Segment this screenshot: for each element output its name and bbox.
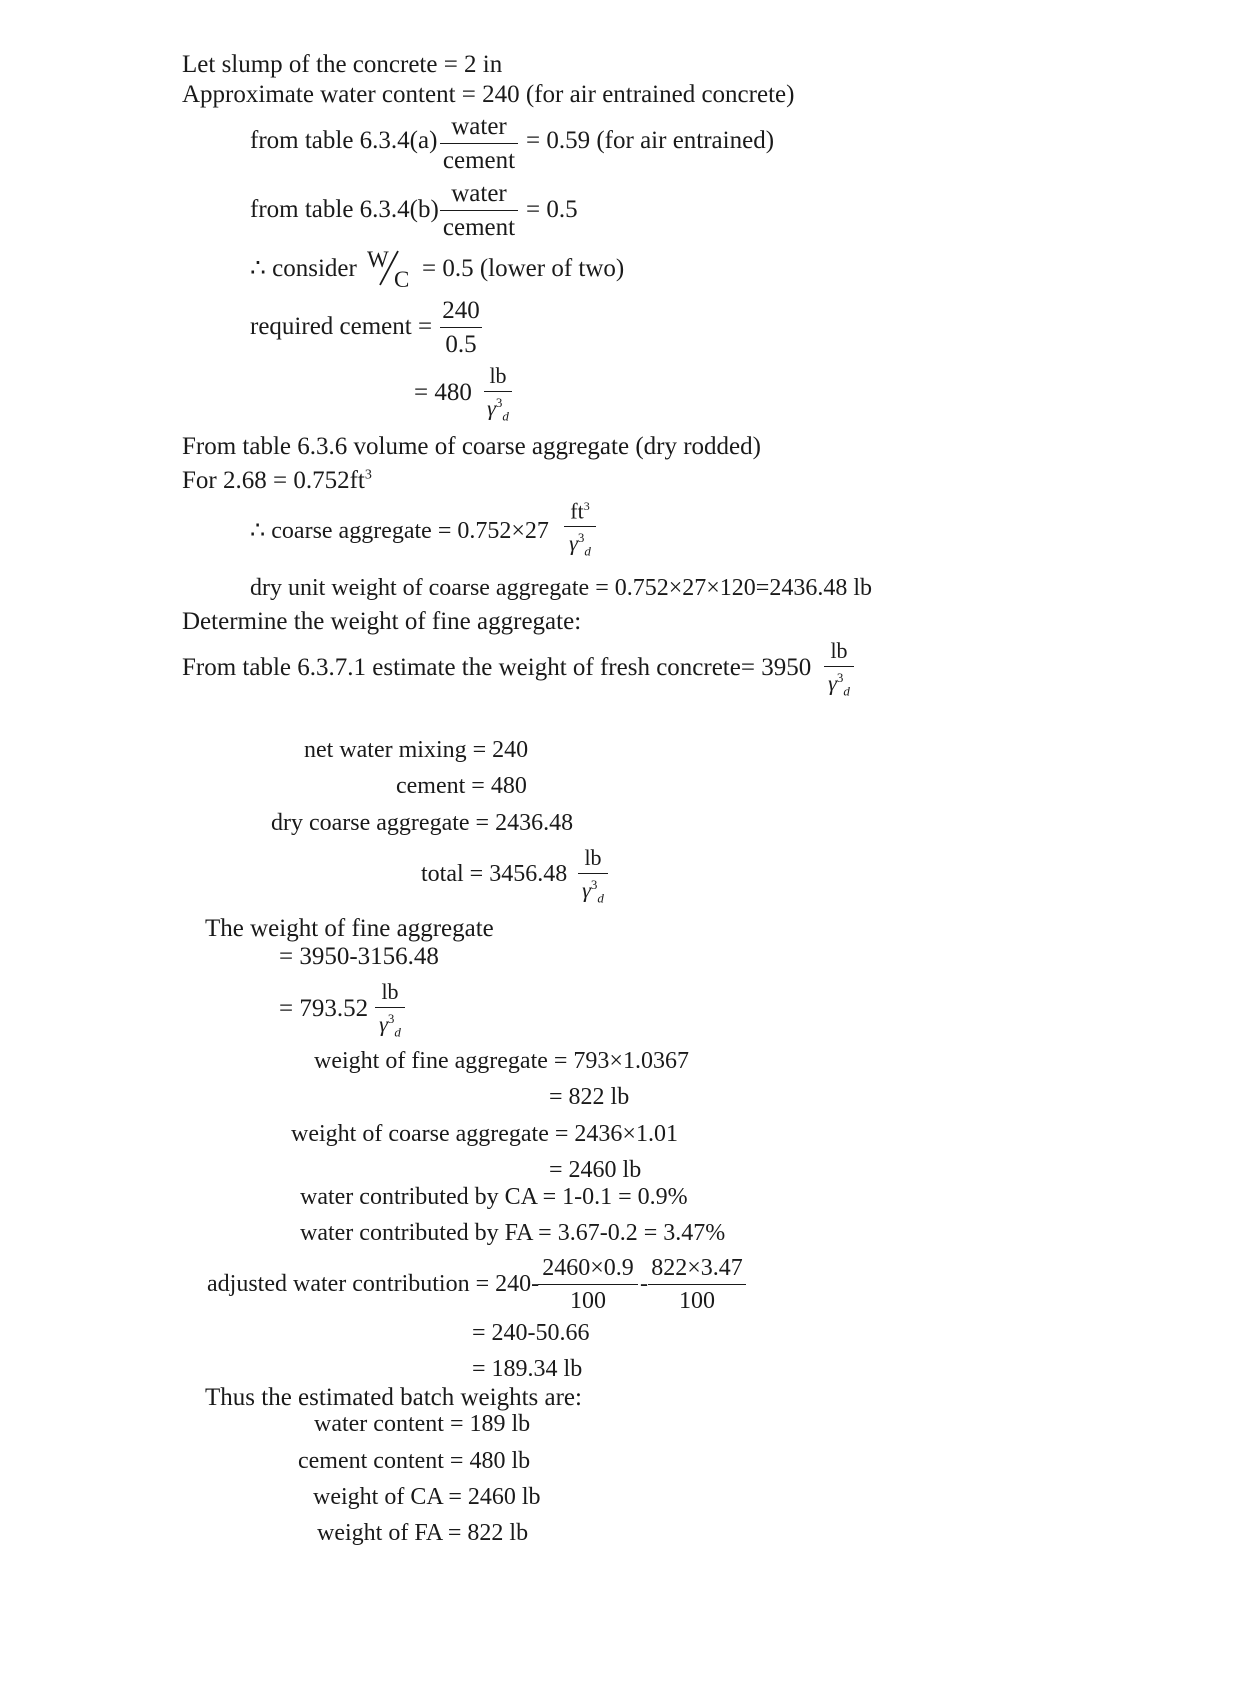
fresh-concrete-line: From table 6.3.7.1 estimate the weight of fresh concrete= 3950 (182, 654, 812, 681)
fraction-numerator: water (451, 180, 507, 207)
wc-numerator: W (367, 247, 389, 272)
fraction-denominator: 0.5 (445, 331, 477, 358)
adjusted-water-label: adjusted water contribution = 240- (207, 1271, 540, 1297)
table-a-label: from table 6.3.4(a) (250, 127, 438, 154)
fine-weight-label: The weight of fine aggregate (205, 915, 494, 942)
required-cement-fraction (440, 298, 482, 357)
minus-sign: - (640, 1271, 648, 1297)
batch-cement: cement content = 480 lb (298, 1448, 531, 1474)
slump-line: Let slump of the concrete = 2 in (182, 51, 503, 78)
unit-denominator (564, 527, 596, 558)
dry-unit-weight-line: dry unit weight of coarse aggregate = 0.752×27×120=2436.48 lb (250, 575, 873, 601)
required-cement-result: = 480 (414, 379, 472, 406)
water-cement-fraction-a (440, 114, 518, 173)
wca-result-line: = 2460 lb (549, 1157, 642, 1183)
for-268-text: For 2.68 = 0.752ft (182, 467, 365, 494)
unit-exponent: 3 (590, 877, 598, 892)
gamma-symbol: γ (828, 670, 837, 696)
fraction-numerator: 240 (442, 297, 480, 324)
unit-denominator (375, 1008, 405, 1039)
fraction-denominator: 100 (679, 1288, 715, 1314)
table-b-result: = 0.5 (526, 196, 578, 223)
exponent: 3 (364, 467, 372, 483)
unit-numerator: lb (830, 638, 848, 663)
fine-weight-calc: = 3950-3156.48 (279, 943, 439, 970)
unit-ft3-per-yd3 (564, 500, 596, 558)
gamma-symbol: γ (379, 1011, 388, 1037)
for-268-line (182, 468, 372, 493)
batch-water: water content = 189 lb (314, 1411, 531, 1437)
exponent: 3 (583, 499, 590, 513)
wfa-result-line: = 822 lb (549, 1084, 630, 1110)
consider-result: = 0.5 (lower of two) (422, 255, 625, 282)
unit-denominator (824, 667, 854, 698)
fraction-denominator: cement (442, 214, 516, 241)
table-b-label: from table 6.3.4(b) (250, 196, 439, 223)
unit-lb-per-yd3 (578, 847, 608, 905)
unit-lb-per-yd3 (824, 640, 854, 698)
unit-lb-per-yd3 (375, 981, 405, 1039)
consider-label: ∴ consider (250, 255, 357, 282)
unit-exponent: 3 (577, 530, 585, 546)
gamma-symbol: γ (582, 877, 591, 903)
cement-line: cement = 480 (396, 773, 527, 799)
unit-subscript: d (502, 408, 509, 424)
unit-numerator: lb (584, 845, 602, 870)
unit-numerator (564, 500, 596, 526)
unit-subscript: d (394, 1024, 401, 1040)
water-fa-line: water contributed by FA = 3.67-0.2 = 3.47% (300, 1220, 726, 1246)
batch-heading: Thus the estimated batch weights are: (205, 1384, 582, 1411)
adjusted-step2: = 189.34 lb (472, 1356, 583, 1382)
table-a-result: = 0.59 (for air entrained) (526, 127, 775, 154)
gamma-symbol: γ (487, 395, 496, 421)
dry-coarse-line: dry coarse aggregate = 2436.48 (271, 810, 574, 836)
unit-exponent: 3 (495, 395, 503, 410)
fa-water-fraction (648, 1256, 746, 1313)
unit-numerator: lb (489, 363, 507, 388)
ca-water-fraction (538, 1256, 638, 1313)
water-ca-line: water contributed by CA = 1-0.1 = 0.9% (300, 1184, 688, 1210)
fraction-numerator: 2460×0.9 (542, 1255, 634, 1281)
unit-exponent: 3 (836, 670, 844, 685)
fraction-numerator: water (451, 113, 507, 140)
water-cement-fraction-b (440, 181, 518, 240)
fraction-numerator: 822×3.47 (651, 1255, 743, 1281)
coarse-aggregate-line: ∴ coarse aggregate = 0.752×27 (250, 518, 549, 544)
batch-ca: weight of CA = 2460 lb (313, 1484, 541, 1510)
unit-subscript: d (597, 890, 604, 906)
unit-denominator (484, 392, 512, 423)
water-content-line: Approximate water content = 240 (for air entrained concrete) (182, 81, 795, 108)
gamma-symbol: γ (569, 530, 578, 556)
unit-subscript: d (584, 544, 591, 560)
net-water-line: net water mixing = 240 (304, 737, 529, 763)
fraction-denominator: cement (442, 147, 516, 174)
fraction-denominator: 100 (570, 1288, 606, 1314)
adjusted-step1: = 240-50.66 (472, 1320, 590, 1346)
required-cement-label: required cement = (250, 313, 433, 340)
fine-weight-result: = 793.52 (279, 995, 369, 1022)
wca-calc-line: weight of coarse aggregate = 2436×1.01 (291, 1121, 678, 1147)
ft-text: ft (570, 498, 584, 524)
unit-subscript: d (843, 683, 850, 699)
batch-fa: weight of FA = 822 lb (317, 1520, 529, 1546)
determine-fine-line: Determine the weight of fine aggregate: (182, 608, 582, 635)
unit-lb-per-yd3 (484, 365, 512, 423)
unit-numerator: lb (381, 979, 399, 1004)
unit-exponent: 3 (387, 1011, 395, 1026)
table-636-line: From table 6.3.6 volume of coarse aggregate (dry rodded) (182, 433, 761, 460)
unit-denominator (578, 874, 608, 905)
total-line: total = 3456.48 (421, 861, 568, 887)
wc-denominator: C (394, 267, 410, 292)
wfa-calc-line: weight of fine aggregate = 793×1.0367 (314, 1048, 689, 1074)
